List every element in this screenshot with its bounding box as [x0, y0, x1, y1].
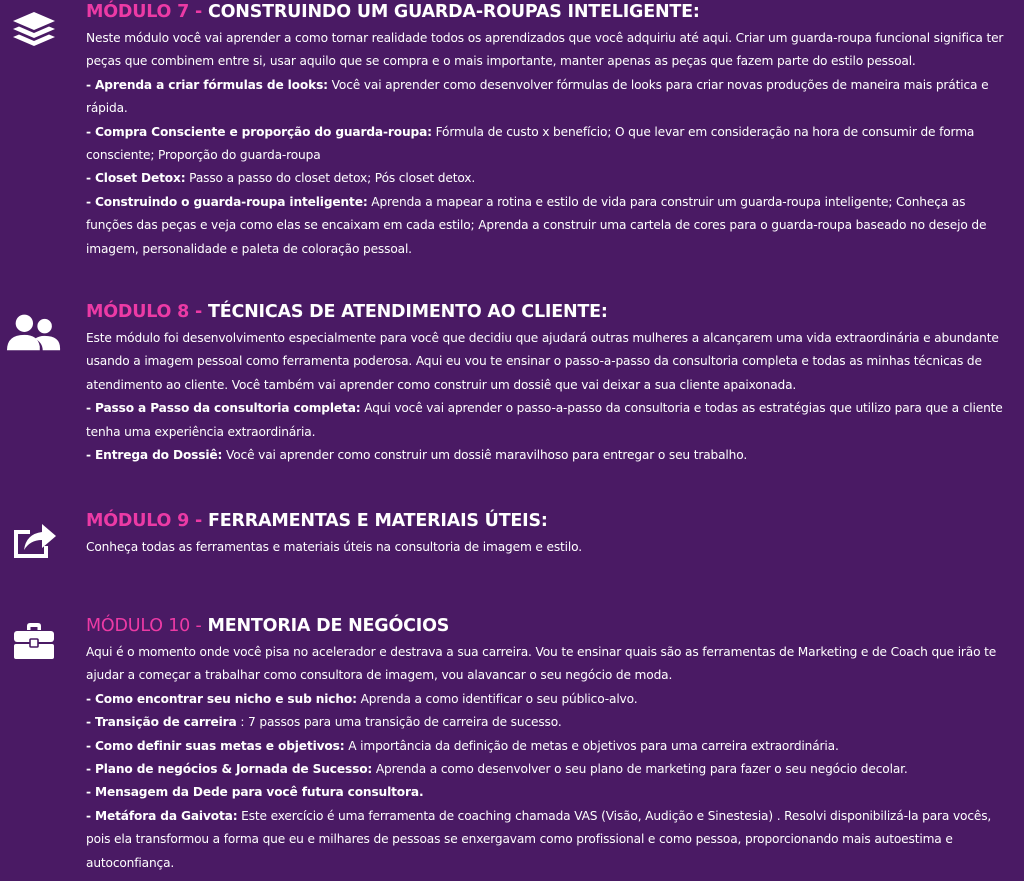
- module-intro: Neste módulo você vai aprender a como tornar realidade todos os aprendizados que você adquiriu até aqui. Criar um guarda-roupa funcional significa ter peças que combinem entre si, usar aquilo que se compra e o mais importante, manter apenas as peças que fazem parte do estilo pessoal.: [86, 31, 1004, 69]
- module-number: MÓDULO 9 -: [86, 511, 203, 531]
- item-label: - Construindo o guarda-roupa inteligente:: [86, 194, 368, 209]
- item-label: - Como definir suas metas e objetivos:: [86, 738, 345, 753]
- module-title: [86, 300, 1008, 324]
- share-icon: [6, 515, 62, 565]
- item-label: - Metáfora da Gaivota:: [86, 808, 238, 823]
- list-item: [86, 735, 1008, 758]
- item-text: Fórmula de custo x benefício; O que levar em consideração na hora de consumir de forma consciente; Proporção do guarda-roupa: [86, 124, 975, 163]
- list-item: [86, 805, 1008, 875]
- module-title: [86, 614, 1008, 638]
- module-title: [86, 509, 1008, 533]
- module-title: [86, 0, 1008, 24]
- list-item: [86, 167, 1008, 190]
- item-text: Você vai aprender como construir um dossiê maravilhoso para entregar o seu trabalho.: [222, 448, 748, 463]
- list-item: [86, 444, 1008, 467]
- list-item: [86, 758, 1008, 781]
- list-item: [86, 781, 1008, 804]
- item-label: - Transição de carreira: [86, 715, 237, 730]
- module-number: MÓDULO 8 -: [86, 302, 203, 322]
- list-item: [86, 191, 1008, 261]
- module-heading: TÉCNICAS DE ATENDIMENTO AO CLIENTE:: [207, 302, 608, 322]
- module-number: MÓDULO 10 -: [86, 616, 202, 636]
- item-label: - Entrega do Dossiê:: [86, 448, 223, 463]
- item-text: Aprenda a como desenvolver o seu plano de marketing para fazer o seu negócio decolar.: [372, 762, 908, 777]
- module-number: MÓDULO 7 -: [86, 2, 203, 22]
- list-item: [86, 711, 1008, 734]
- item-text: Aprenda a mapear a rotina e estilo de vida para construir um guarda-roupa inteligente; Conheça as funções das peças e veja como elas se encaixam em cada estilo; Aprenda a construir uma cartela de cores para o guarda-roupa baseado no desejo de imagem, personalidade e paleta de coloração pessoal.: [86, 194, 987, 256]
- item-label: - Como encontrar seu nicho e sub nicho:: [86, 691, 357, 706]
- module-intro: Conheça todas as ferramentas e materiais úteis na consultoria de imagem e estilo.: [86, 540, 582, 554]
- module-intro: Este módulo foi desenvolvimento especialmente para você que decidiu que ajudará outras mulheres a alcançarem uma vida extraordinária e abundante usando a imagem pessoal como ferramenta poderosa. Aqui eu vou te ensinar o passo-a-passo da consultoria completa e todas as minhas técnicas de atendimento ao cliente. Você também vai aprender como construir um dossiê que vai deixar a sua cliente apaixonada.: [86, 331, 999, 392]
- item-text: Este exercício é uma ferramenta de coaching chamada VAS (Visão, Audição e Sinestesia) . Resolvi disponibilizá-la para vocês, pois ela transformou a forma que eu e milhares de pessoas se enxergavam como profissional e como pessoa, proporcionando mais autoestima e autoconfiança.: [86, 808, 992, 870]
- list-item: [86, 688, 1008, 711]
- module-intro: Aqui é o momento onde você pisa no acelerador e destrava a sua carreira. Vou te ensinar quais são as ferramentas de Marketing e de Coach que irão te ajudar a começar a trabalhar como consultora de imagem, vou alavancar o seu negócio de moda.: [86, 645, 997, 683]
- item-text: Aprenda a como identificar o seu público-alvo.: [356, 691, 638, 706]
- briefcase-icon: [6, 616, 62, 666]
- item-text: Passo a passo do closet detox; Pós closet detox.: [185, 171, 476, 186]
- item-label: - Compra Consciente e proporção do guarda-roupa:: [86, 124, 432, 139]
- module-heading: MENTORIA DE NEGÓCIOS: [207, 616, 450, 636]
- item-text: : 7 passos para uma transição de carreira de sucesso.: [236, 715, 562, 730]
- item-label: - Mensagem da Dede para você futura consultora.: [86, 785, 424, 800]
- item-label: - Plano de negócios & Jornada de Sucesso:: [86, 762, 373, 777]
- item-text: Você vai aprender como desenvolver fórmulas de looks para criar novas produções de maneira mais prática e rápida.: [86, 77, 989, 116]
- item-label: - Passo a Passo da consultoria completa:: [86, 401, 361, 416]
- item-text: Aqui você vai aprender o passo-a-passo da consultoria e todas as estratégias que utilizo para que a cliente tenha uma experiência extraordinária.: [86, 401, 1003, 439]
- module-description: [86, 641, 1008, 875]
- module-heading: CONSTRUINDO UM GUARDA-ROUPAS INTELIGENTE:: [207, 2, 700, 22]
- module-heading: FERRAMENTAS E MATERIAIS ÚTEIS:: [207, 511, 548, 531]
- item-text: A importância da definição de metas e objetivos para uma carreira extraordinária.: [344, 738, 839, 753]
- item-label: - Aprenda a criar fórmulas de looks:: [86, 77, 328, 92]
- list-item: [86, 121, 1008, 168]
- list-item: [86, 74, 1008, 121]
- module-description: [86, 27, 1008, 261]
- module-description: [86, 327, 1008, 467]
- layers-icon: [6, 6, 62, 56]
- item-label: - Closet Detox:: [86, 171, 186, 186]
- list-item: [86, 397, 1008, 444]
- module-description: [86, 536, 1008, 559]
- users-icon: [6, 306, 62, 356]
